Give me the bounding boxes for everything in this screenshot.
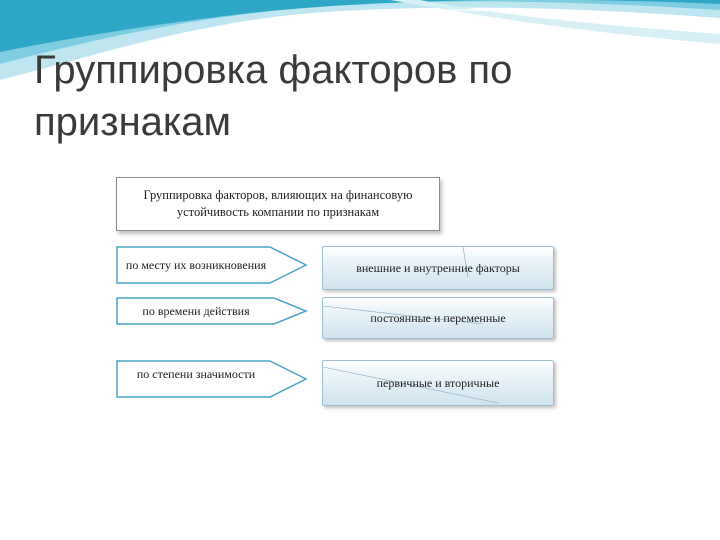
slide-title: Группировка факторов по признакам <box>34 48 513 144</box>
main-box-line-1: Группировка факторов, влияющих на финансовую <box>143 188 413 202</box>
criterion-arrow-significance <box>116 360 308 398</box>
factor-types-box-1 <box>322 246 554 290</box>
factor-types-label: внешние и внутренние факторы <box>356 260 520 275</box>
diagram-main-box <box>116 177 440 231</box>
criterion-label: по месту их возникновения <box>125 258 267 272</box>
factor-types-label: первичные и вторичные <box>376 375 500 390</box>
criterion-label: по времени действия <box>142 304 250 318</box>
criterion-arrow-time <box>116 297 308 325</box>
factor-types-label: постоянные и переменные <box>370 310 506 325</box>
criterion-label: по степени значимости <box>136 367 256 381</box>
criterion-arrow-location <box>116 246 308 284</box>
factor-types-box-2 <box>322 297 554 339</box>
main-box-line-2: устойчивость компании по признакам <box>176 205 380 219</box>
factor-types-box-3 <box>322 360 554 406</box>
